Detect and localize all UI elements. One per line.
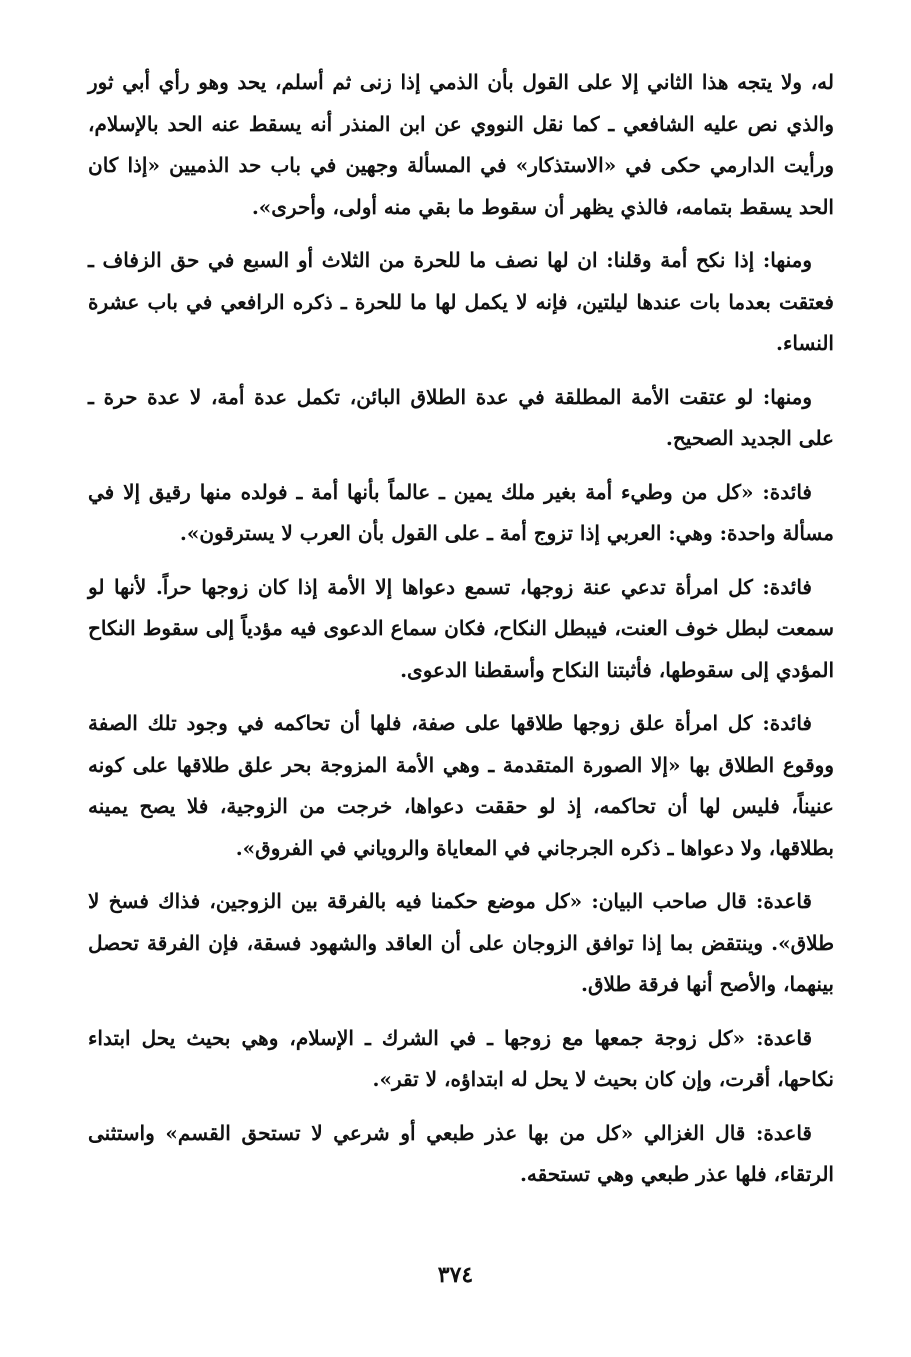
paragraph-4: [88, 472, 834, 555]
paragraph-5-label: فائدة:: [762, 574, 812, 599]
paragraph-7: [88, 881, 834, 1006]
paragraph-8-text: «كل زوجة جمعها مع زوجها ـ في الشرك ـ الإسلام، وهي بحيث يحل ابتداء نكاحها، أقرت، وإن كان بحيث لا يحل له ابتداؤه، لا تقر».: [88, 1025, 834, 1091]
paragraph-6-label: فائدة:: [762, 711, 812, 735]
paragraph-9: [88, 1113, 834, 1196]
paragraph-2-label: ومنها:: [762, 248, 812, 272]
paragraph-4-text: «كل من وطيء أمة بغير ملك يمين ـ عالماً بأنها أمة ـ فولده منها رقيق إلا في مسألة واحدة: وهي: العربي إذا تزوج أمة ـ على القول بأن العرب لا يسترقون».: [88, 479, 834, 545]
paragraph-1-text: له، ولا يتجه هذا الثاني إلا على القول بأن الذمي إذا زنى ثم أسلم، يحد وهو رأي أبي ثور والذي نص عليه الشافعي ـ كما نقل النووي عن ابن المنذر أنه يسقط عنه الحد بالإسلام، ورأيت الدارمي حكى في «الاستذكار» في المسألة وجهين في باب حد الذميين «إذا كان الحد يسقط بتمامه، فالذي يظهر أن سقوط ما بقي منه أولى، وأحرى».: [88, 70, 834, 219]
paragraph-8-label: قاعدة:: [756, 1025, 813, 1050]
paragraph-6-text: كل امرأة علق زوجها طلاقها على صفة، فلها أن تحاكمه في وجود تلك الصفة ووقوع الطلاق بها «إلا الصورة المتقدمة ـ وهي الأمة المزوجة بحر علق طلاقها على كونه عنيناً، فليس لها أن تحاكمه، إذ لو حققت دعواها، خرجت من الزوجية، فلا يصح يمينه بطلاقها، ولا دعواها ـ ذكره الجرجاني في المعاياة والروياني في الفروق».: [88, 711, 834, 860]
page-body: [88, 62, 834, 1342]
paragraph-5-text: كل امرأة تدعي عنة زوجها، تسمع دعواها إلا الأمة إذا كان زوجها حراً. لأنها لو سمعت لبطل خوف العنت، فيبطل النكاح، فكان سماع الدعوى فيه مؤدياً إلى سقوط النكاح المؤدي إلى سقوطها، فأثبتنا النكاح وأسقطنا الدعوى.: [88, 574, 834, 682]
paragraph-7-text: قال صاحب البيان: «كل موضع حكمنا فيه بالفرقة بين الزوجين، فذاك فسخ لا طلاق». وينتقض بما إذا توافق الزوجان على أن العاقد والشهود فسقة، فإن الفرقة تحصل بينهما، والأصح أنها فرقة طلاق.: [88, 889, 834, 996]
paragraph-4-label: فائدة:: [762, 479, 812, 504]
paragraph-5: [88, 567, 834, 692]
paragraph-8: [88, 1018, 834, 1101]
paragraph-2-text: إذا نكح أمة وقلنا: ان لها نصف ما للحرة من الثلاث أو السبع في حق الزفاف ـ فعتقت بعدما بات عندها ليلتين، فإنه لا يكمل لها ما للحرة ـ ذكره الرافعي في باب عشرة النساء.: [88, 248, 834, 355]
paragraph-3-label: ومنها:: [762, 384, 813, 409]
paragraph-2: [88, 240, 834, 365]
paragraph-9-text: قال الغزالي «كل من بها عذر طبعي أو شرعي لا تستحق القسم» واستثنى الرتقاء، فلها عذر طبعي وهي تستحقه.: [88, 1120, 834, 1186]
paragraph-1: [88, 62, 834, 228]
paragraph-6: [88, 703, 834, 869]
paragraph-3: [88, 377, 834, 460]
paragraph-9-label: قاعدة:: [756, 1120, 812, 1145]
paragraph-7-label: قاعدة:: [756, 889, 812, 913]
page-number: ٣٧٤: [437, 1262, 474, 1288]
paragraph-3-text: لو عتقت الأمة المطلقة في عدة الطلاق البائن، تكمل عدة أمة، لا عدة حرة ـ على الجديد الصحيح.: [88, 384, 834, 450]
